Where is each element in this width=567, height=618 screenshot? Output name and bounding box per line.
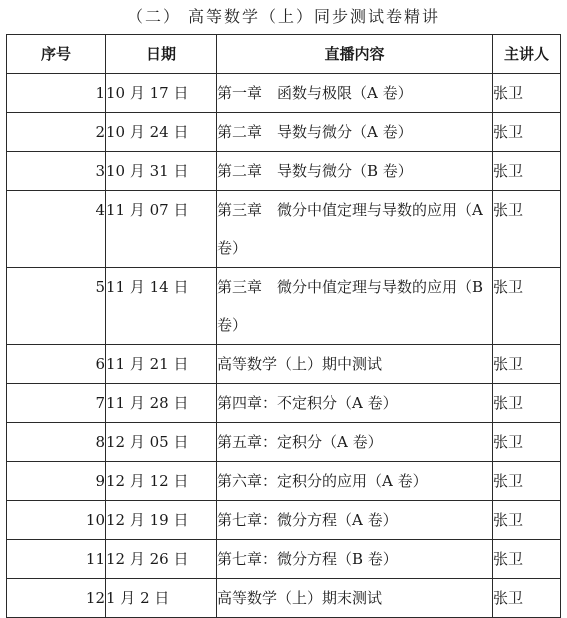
table-row (7, 540, 561, 579)
cell-content: 第二章 导数与微分（A 卷） (217, 113, 493, 152)
cell-host: 张卫 (493, 462, 561, 501)
cell-date: 12 月 12 日 (106, 462, 217, 501)
cell-host: 张卫 (493, 345, 561, 384)
cell-content: 高等数学（上）期末测试 (217, 579, 493, 618)
cell-index: 11 (7, 540, 106, 579)
cell-index: 2 (7, 113, 106, 152)
table-row (7, 268, 561, 345)
table-row (7, 462, 561, 501)
cell-index: 9 (7, 462, 106, 501)
cell-host: 张卫 (493, 384, 561, 423)
cell-host: 张卫 (493, 113, 561, 152)
cell-host: 张卫 (493, 423, 561, 462)
header-content: 直播内容 (217, 35, 493, 74)
cell-host: 张卫 (493, 74, 561, 113)
cell-content: 第七章：微分方程（A 卷） (217, 501, 493, 540)
cell-date: 11 月 28 日 (106, 384, 217, 423)
cell-content: 第三章 微分中值定理与导数的应用（A 卷） (217, 191, 493, 268)
table-row (7, 152, 561, 191)
table-row (7, 113, 561, 152)
cell-content: 第五章：定积分（A 卷） (217, 423, 493, 462)
cell-content: 第二章 导数与微分（B 卷） (217, 152, 493, 191)
cell-index: 4 (7, 191, 106, 268)
table-body (7, 74, 561, 618)
header-row (7, 35, 561, 74)
cell-date: 10 月 24 日 (106, 113, 217, 152)
cell-index: 3 (7, 152, 106, 191)
table-row (7, 579, 561, 618)
cell-date: 10 月 17 日 (106, 74, 217, 113)
cell-content: 第三章 微分中值定理与导数的应用（B 卷） (217, 268, 493, 345)
cell-host: 张卫 (493, 540, 561, 579)
cell-index: 12 (7, 579, 106, 618)
cell-index: 5 (7, 268, 106, 345)
table-row (7, 423, 561, 462)
table-row (7, 191, 561, 268)
cell-content: 第四章：不定积分（A 卷） (217, 384, 493, 423)
document-title: （二） 高等数学（上）同步测试卷精讲 (126, 7, 441, 26)
cell-date: 12 月 19 日 (106, 501, 217, 540)
cell-host: 张卫 (493, 579, 561, 618)
cell-content: 第六章：定积分的应用（A 卷） (217, 462, 493, 501)
table-header (7, 35, 561, 74)
cell-index: 10 (7, 501, 106, 540)
cell-host: 张卫 (493, 501, 561, 540)
schedule-table (6, 34, 561, 618)
cell-date: 12 月 26 日 (106, 540, 217, 579)
cell-host: 张卫 (493, 191, 561, 268)
table-row (7, 345, 561, 384)
cell-content: 第一章 函数与极限（A 卷） (217, 74, 493, 113)
header-host: 主讲人 (493, 35, 561, 74)
cell-date: 11 月 07 日 (106, 191, 217, 268)
table-row (7, 501, 561, 540)
cell-date: 10 月 31 日 (106, 152, 217, 191)
cell-date: 11 月 14 日 (106, 268, 217, 345)
cell-content: 第七章：微分方程（B 卷） (217, 540, 493, 579)
cell-date: 12 月 05 日 (106, 423, 217, 462)
header-date: 日期 (106, 35, 217, 74)
header-index: 序号 (7, 35, 106, 74)
cell-date: 11 月 21 日 (106, 345, 217, 384)
table-row (7, 384, 561, 423)
cell-host: 张卫 (493, 152, 561, 191)
cell-date: 1 月 2 日 (106, 579, 217, 618)
cell-index: 7 (7, 384, 106, 423)
cell-index: 8 (7, 423, 106, 462)
cell-host: 张卫 (493, 268, 561, 345)
table-row (7, 74, 561, 113)
cell-content: 高等数学（上）期中测试 (217, 345, 493, 384)
cell-index: 1 (7, 74, 106, 113)
cell-index: 6 (7, 345, 106, 384)
